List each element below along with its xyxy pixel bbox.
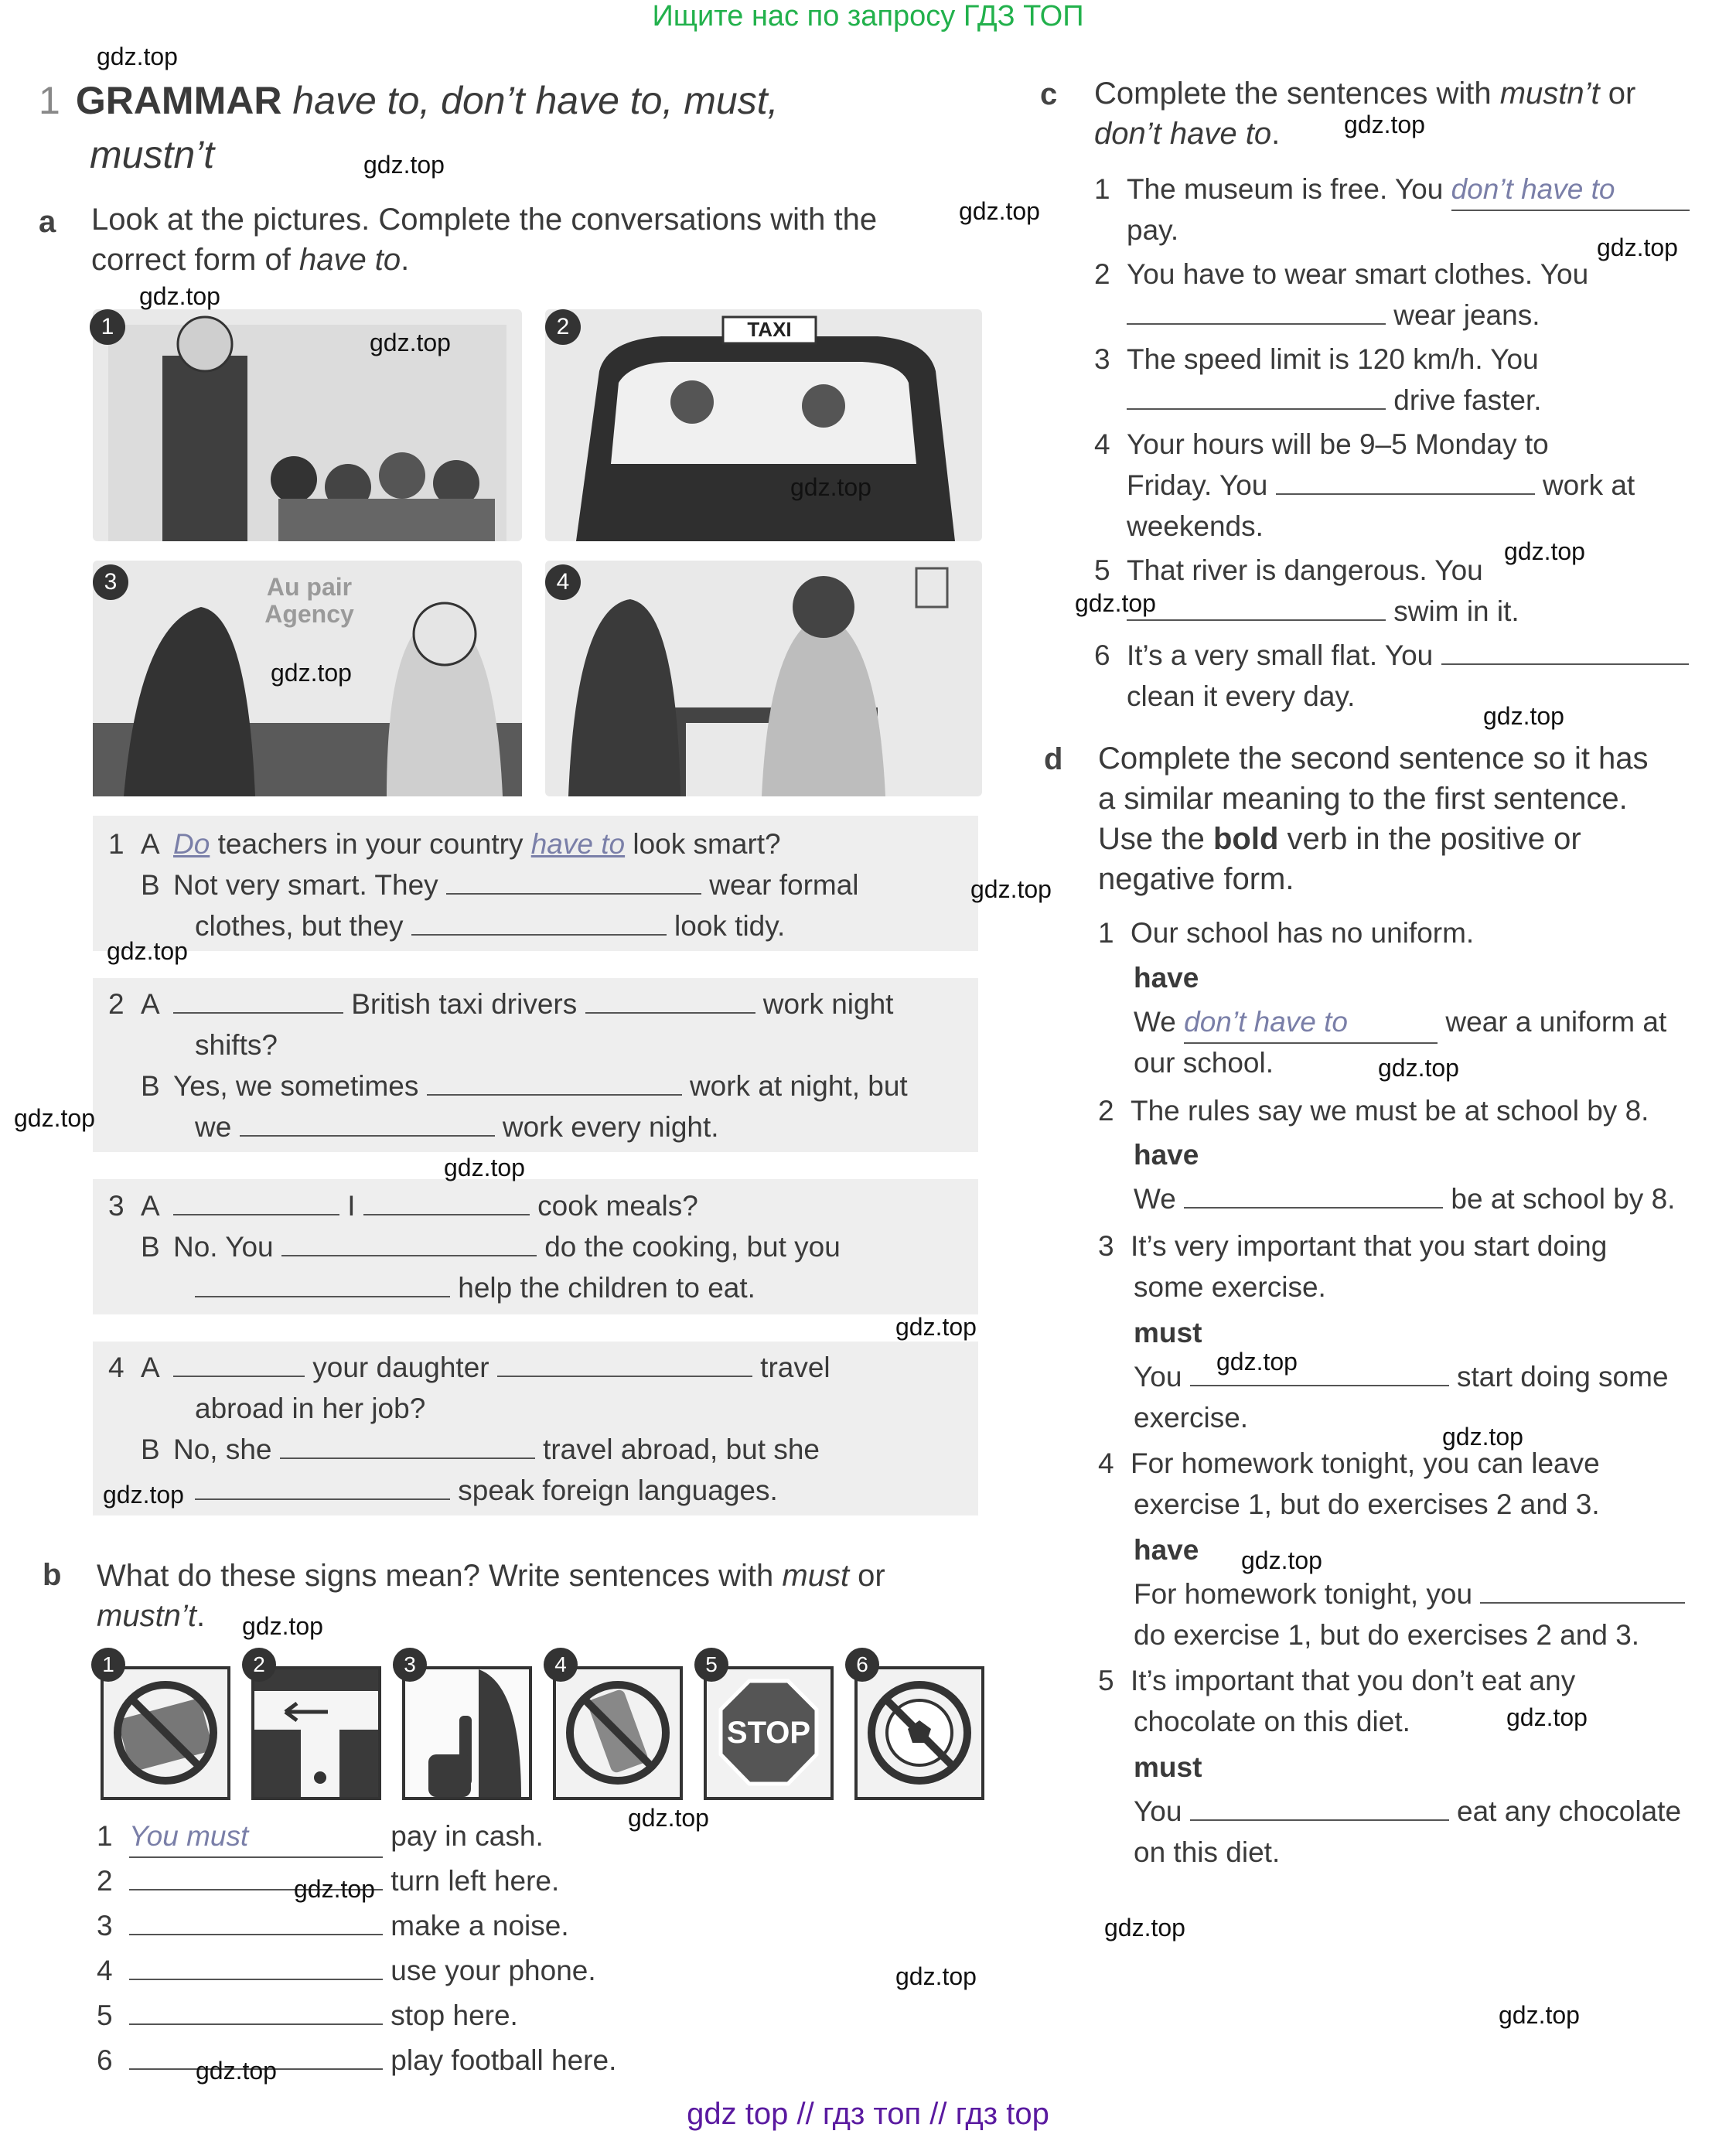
dialogue-4-line-b2: [195, 1470, 778, 1511]
d-item-4-number: 4: [1098, 1447, 1114, 1479]
c-item-5-blank[interactable]: [1127, 593, 1386, 621]
d-item-2-blank[interactable]: [1184, 1181, 1443, 1209]
quiet-please-icon: [405, 1669, 529, 1797]
d-item-5-verb: must: [1134, 1751, 1202, 1783]
b-item-1-answer: You must: [129, 1815, 383, 1858]
watermark: gdz.top: [1216, 1348, 1298, 1376]
dialogue-3-number: 3: [108, 1190, 124, 1222]
c-item-4-text-3: work at: [1542, 469, 1635, 501]
watermark: gdz.top: [196, 2057, 277, 2085]
watermark: gdz.top: [790, 473, 871, 501]
watermark: gdz.top: [14, 1104, 95, 1132]
dialogue-2-number: 2: [108, 988, 124, 1020]
watermark: gdz.top: [103, 1481, 184, 1509]
b-instr-must: must: [782, 1559, 850, 1593]
dialogue-2-text-7: work every night.: [502, 1111, 719, 1143]
c-item-5-text-1: That river is dangerous. You: [1127, 554, 1483, 586]
b-item-6: [97, 2040, 616, 2081]
dialogue-3-blank-2[interactable]: [363, 1188, 530, 1215]
d-item-5-text-1: You: [1134, 1795, 1182, 1827]
sign-2-turn-left: [251, 1652, 381, 1800]
dialogue-3-line-b: [141, 1226, 841, 1267]
c-item-2-text-2: wear jeans.: [1393, 299, 1540, 331]
c-item-2-blank[interactable]: [1127, 297, 1386, 325]
d-item-4-blank[interactable]: [1480, 1576, 1685, 1604]
d-item-5-blank[interactable]: [1190, 1793, 1449, 1821]
d-item-3-answer-line: [1134, 1356, 1669, 1397]
dialogue-3-line-b2: [195, 1267, 755, 1308]
d-item-3-text-3: exercise.: [1134, 1402, 1249, 1434]
exercise-d-instruction: [1098, 738, 1732, 899]
sign-5-badge: 5: [694, 1648, 728, 1682]
d-item-2-verb: have: [1134, 1139, 1199, 1171]
sign-4-no-phone: [553, 1652, 683, 1800]
watermark: gdz.top: [1104, 1914, 1185, 1942]
c-item-6: [1094, 635, 1689, 676]
dialogue-1-blank-2[interactable]: [411, 908, 667, 936]
sign-1-no-credit-card: [101, 1652, 230, 1800]
picture-2-taxi: [545, 309, 982, 541]
d-item-3-sentence-1: It’s very important that you start doing: [1131, 1230, 1608, 1262]
c-instr-dont-have-to: don’t have to: [1094, 117, 1272, 151]
d-item-4-verb: have: [1134, 1534, 1199, 1566]
picture-1-badge: 1: [90, 309, 125, 345]
c-item-6-number: 6: [1094, 639, 1110, 671]
dialogue-1-text-6: look tidy.: [674, 910, 786, 942]
c-item-4-text-1: Your hours will be 9–5 Monday to: [1127, 428, 1549, 460]
sign-3-quiet: [402, 1652, 532, 1800]
d-item-5-sentence-1: It’s important that you don’t eat any: [1131, 1665, 1576, 1696]
dialogue-4-speaker-b: B: [141, 1434, 160, 1465]
watermark: gdz.top: [363, 151, 445, 179]
watermark: gdz.top: [107, 937, 188, 965]
watermark: gdz.top: [1506, 1703, 1588, 1731]
d-item-3: [1098, 1226, 1607, 1267]
c-item-2-cont: [1127, 295, 1540, 336]
exercise-a-instruction: [91, 199, 988, 280]
d-item-1-answer: don’t have to: [1184, 1001, 1438, 1044]
watermark: gdz.top: [1075, 589, 1156, 617]
d-item-2-answer-line: [1134, 1178, 1675, 1219]
cafe-illustration: [545, 561, 982, 796]
b-item-2-text: turn left here.: [391, 1865, 560, 1897]
exercise-b-label: b: [43, 1558, 62, 1592]
c-instr-pre: Complete the sentences with: [1094, 77, 1500, 111]
d-item-1: [1098, 912, 1474, 953]
watermark: gdz.top: [1499, 2001, 1580, 2029]
dialogue-1-example-do: Do: [173, 828, 210, 860]
turn-left-icon: [254, 1669, 378, 1797]
sign-5-stop: [704, 1652, 834, 1800]
dialogue-1-text-2: look smart?: [625, 828, 781, 860]
c-item-4-cont: [1127, 465, 1635, 506]
d-item-4-text-1: For homework tonight, you: [1134, 1578, 1473, 1610]
d-item-1-cont: [1134, 1042, 1274, 1083]
c-item-1-cont: [1127, 210, 1178, 251]
c-item-1-number: 1: [1094, 173, 1110, 205]
c-item-3-cont: [1127, 380, 1542, 421]
dialogue-2-speaker-a: A: [141, 988, 160, 1020]
watermark: gdz.top: [1442, 1423, 1523, 1451]
d-instr-line3-post: verb in the positive or: [1278, 822, 1581, 856]
dialogue-3-line-a: [108, 1185, 698, 1226]
dialogue-2-text-1: British taxi drivers: [351, 988, 578, 1020]
c-item-3-text-2: drive faster.: [1393, 384, 1542, 416]
d-item-3-verb: must: [1134, 1317, 1202, 1348]
top-banner: Ищите нас по запросу ГДЗ ТОП: [652, 0, 1084, 32]
d-instr-line2: a similar meaning to the first sentence.: [1098, 782, 1628, 816]
d-instr-bold: bold: [1212, 822, 1279, 856]
dialogue-4-blank-2[interactable]: [497, 1349, 752, 1377]
a-instr-line2-italic: have to: [298, 243, 401, 277]
agency-sign-line1: Au pair: [266, 573, 353, 601]
c-item-2-text-1: You have to wear smart clothes. You: [1127, 258, 1589, 290]
a-instr-line2-pre: correct form of: [91, 243, 299, 277]
c-item-2: [1094, 254, 1588, 295]
dialogue-2-line-b: [141, 1065, 908, 1106]
c-item-4-blank[interactable]: [1276, 467, 1535, 495]
d-item-3-cont2: [1134, 1397, 1248, 1438]
picture-1-teacher: [93, 309, 522, 541]
c-item-6-text-1: It’s a very small flat. You: [1127, 639, 1434, 671]
watermark: gdz.top: [370, 329, 451, 356]
watermark: gdz.top: [1504, 537, 1585, 565]
dialogue-2-blank-1[interactable]: [173, 986, 343, 1014]
d-item-2: [1098, 1090, 1649, 1131]
d-item-4-cont2: [1134, 1614, 1639, 1655]
c-item-1-answer: don’t have to: [1451, 169, 1690, 211]
c-item-4-cont2: [1127, 506, 1264, 547]
watermark: gdz.top: [895, 1962, 977, 1990]
b-item-5-number: 5: [97, 2000, 113, 2031]
c-item-5: [1094, 550, 1483, 591]
dialogue-1-text-4: wear formal: [709, 869, 859, 901]
watermark: gdz.top: [139, 282, 220, 310]
c-instr-period: .: [1271, 117, 1281, 151]
watermark: gdz.top: [1378, 1054, 1459, 1082]
d-instr-line4: negative form.: [1098, 862, 1294, 896]
dialogue-3-text-4: do the cooking, but you: [544, 1231, 841, 1263]
b-item-4: [97, 1950, 596, 1991]
dialogue-2-text-4: Yes, we sometimes: [173, 1070, 419, 1102]
watermark: gdz.top: [294, 1875, 375, 1903]
dialogue-2-text-2: work night: [762, 988, 894, 1020]
c-item-4-text-2: Friday. You: [1127, 469, 1268, 501]
dialogue-4-line-a: [108, 1347, 830, 1388]
c-item-6-text-2: clean it every day.: [1127, 680, 1356, 712]
c-item-3-number: 3: [1094, 343, 1110, 375]
watermark: gdz.top: [1483, 702, 1564, 730]
b-item-5: [97, 1995, 518, 2036]
d-item-1-text-2: wear a uniform at: [1445, 1006, 1667, 1038]
c-item-3: [1094, 339, 1539, 380]
d-item-1-sentence: Our school has no uniform.: [1131, 917, 1475, 949]
dialogue-1-line-b2: [195, 905, 785, 946]
dialogue-4-text-4: No, she: [173, 1434, 272, 1465]
b-item-4-number: 4: [97, 1955, 113, 1986]
c-item-5-number: 5: [1094, 554, 1110, 586]
section-topic-line2: mustn’t: [90, 133, 215, 176]
dialogue-4-line-b: [141, 1429, 820, 1470]
exercise-d-label: d: [1044, 742, 1063, 776]
dialogue-1-line-a: [108, 823, 781, 864]
dialogue-1-speaker-a: A: [141, 828, 160, 860]
c-item-5-cont: [1127, 591, 1519, 632]
dialogue-4-text-5: travel abroad, but she: [543, 1434, 820, 1465]
d-item-2-text-1: We: [1134, 1183, 1176, 1215]
picture-4-cafe: [545, 561, 982, 796]
c-item-1-text-2: pay.: [1127, 214, 1179, 246]
no-credit-card-icon: [104, 1669, 227, 1797]
watermark: gdz.top: [97, 43, 178, 70]
dialogue-4-blank-3[interactable]: [280, 1431, 535, 1459]
dialogue-4-text-6: speak foreign languages.: [458, 1474, 778, 1506]
d-item-3-sentence-2: some exercise.: [1134, 1271, 1326, 1303]
d-item-1-verb: have: [1134, 962, 1199, 994]
a-instr-line2-post: .: [401, 243, 410, 277]
b-item-2-number: 2: [97, 1865, 113, 1897]
d-item-3-number: 3: [1098, 1230, 1114, 1262]
no-phone-icon: [556, 1669, 680, 1797]
d-item-5: [1098, 1660, 1575, 1701]
d-item-4-text-2: do exercise 1, but do exercises 2 and 3.: [1134, 1619, 1640, 1651]
dialogue-3-text-5: help the children to eat.: [458, 1272, 755, 1304]
dialogue-2-line-a: [108, 984, 893, 1024]
dialogue-1-example-have-to: have to: [530, 828, 626, 860]
dialogue-2-blank-2[interactable]: [585, 986, 755, 1014]
dialogue-3-speaker-a: A: [141, 1190, 160, 1222]
c-item-1: [1094, 169, 1690, 211]
dialogue-4-number: 4: [108, 1352, 124, 1383]
watermark: gdz.top: [444, 1154, 525, 1181]
d-item-3-cont: [1134, 1267, 1326, 1307]
dialogue-4-text-3: abroad in her job?: [195, 1393, 426, 1424]
dialogue-3-text-1: I: [347, 1190, 356, 1222]
d-instr-line1: Complete the second sentence so it has: [1098, 742, 1649, 776]
b-item-3-number: 3: [97, 1910, 113, 1942]
watermark: gdz.top: [895, 1313, 977, 1341]
c-instr-or: or: [1599, 77, 1636, 111]
b-item-3: [97, 1905, 569, 1946]
c-item-6-blank[interactable]: [1441, 637, 1689, 665]
dialogue-4-text-2: travel: [760, 1352, 830, 1383]
b-instr-mustnt: mustn’t: [97, 1599, 196, 1633]
c-item-4: [1094, 424, 1549, 465]
section-topic-line1: have to, don’t have to, must,: [292, 79, 779, 122]
c-item-3-blank[interactable]: [1127, 382, 1386, 410]
sign-1-badge: 1: [91, 1648, 125, 1682]
b-item-5-blank[interactable]: [129, 1997, 383, 2025]
dialogue-3-text-3: No. You: [173, 1231, 274, 1263]
bottom-banner: gdz top // гдз топ // гдз top: [687, 2097, 1049, 2131]
c-item-3-text-1: The speed limit is 120 km/h. You: [1127, 343, 1539, 375]
c-instr-mustnt: mustn’t: [1499, 77, 1600, 111]
d-item-1-answer-line: [1134, 1001, 1666, 1044]
d-item-4-sentence-2: exercise 1, but do exercises 2 and 3.: [1134, 1488, 1600, 1520]
agency-sign-line2: Agency: [264, 600, 354, 628]
watermark: gdz.top: [1344, 111, 1425, 138]
sign-6-no-football: [854, 1652, 984, 1800]
stop-sign-text: STOP: [726, 1716, 811, 1750]
dialogue-3-text-2: cook meals?: [537, 1190, 698, 1222]
dialogue-2-text-5: work at night, but: [689, 1070, 908, 1102]
d-item-2-text-2: be at school by 8.: [1451, 1183, 1676, 1215]
teacher-illustration: [93, 309, 522, 541]
section-number: 1: [39, 79, 60, 122]
dialogue-2-text-6: we: [195, 1111, 232, 1143]
b-item-3-text: make a noise.: [391, 1910, 569, 1942]
watermark: gdz.top: [271, 659, 352, 687]
b-item-4-text: use your phone.: [391, 1955, 596, 1986]
d-instr-line3-pre: Use the: [1098, 822, 1213, 856]
d-item-1-text-1: We: [1134, 1006, 1176, 1038]
picture-2-badge: 2: [545, 309, 581, 345]
watermark: gdz.top: [970, 875, 1052, 903]
b-instr-or: or: [849, 1559, 885, 1593]
c-item-5-text-2: swim in it.: [1393, 595, 1519, 627]
stop-sign-icon: [707, 1669, 830, 1797]
b-item-4-blank[interactable]: [129, 1952, 383, 1980]
d-item-1-text-3: our school.: [1134, 1047, 1274, 1079]
dialogue-1-line-b: [141, 864, 859, 905]
d-item-5-answer-line: [1134, 1791, 1681, 1832]
sign-4-badge: 4: [544, 1648, 578, 1682]
b-item-6-number: 6: [97, 2044, 113, 2076]
d-item-5-number: 5: [1098, 1665, 1114, 1696]
d-item-2-number: 2: [1098, 1095, 1114, 1127]
d-item-5-sentence-2: chocolate on this diet.: [1134, 1706, 1410, 1737]
d-item-4-cont: [1134, 1484, 1600, 1525]
section-heading: [39, 73, 1005, 182]
sign-3-badge: 3: [393, 1648, 427, 1682]
b-instr-pre: What do these signs mean? Write sentences with: [97, 1559, 783, 1593]
c-item-4-number: 4: [1094, 428, 1110, 460]
d-item-1-number: 1: [1098, 917, 1114, 949]
d-item-4-sentence-1: For homework tonight, you can leave: [1131, 1447, 1600, 1479]
dialogue-3-blank-4[interactable]: [195, 1270, 450, 1297]
exercise-b-instruction: [97, 1556, 978, 1636]
b-item-3-blank[interactable]: [129, 1907, 383, 1935]
c-item-2-number: 2: [1094, 258, 1110, 290]
dialogue-2-blank-4[interactable]: [240, 1109, 495, 1137]
picture-4-badge: 4: [545, 564, 581, 600]
sign-6-badge: 6: [845, 1648, 879, 1682]
dialogue-4-text-1: your daughter: [312, 1352, 489, 1383]
d-item-3-text-1: You: [1134, 1361, 1182, 1393]
d-item-5-text-3: on this diet.: [1134, 1836, 1281, 1868]
taxi-illustration: [545, 309, 982, 541]
b-item-5-text: stop here.: [391, 2000, 518, 2031]
dialogue-3-blank-3[interactable]: [281, 1229, 537, 1256]
no-football-icon: [858, 1669, 981, 1797]
dialogue-2-text-3: shifts?: [195, 1029, 278, 1061]
d-item-4: [1098, 1443, 1600, 1484]
sign-2-badge: 2: [242, 1648, 276, 1682]
dialogue-4-blank-4[interactable]: [195, 1472, 450, 1500]
c-item-4-text-4: weekends.: [1127, 510, 1264, 542]
dialogue-3-blank-1[interactable]: [173, 1188, 339, 1215]
dialogue-1-speaker-b: B: [141, 869, 160, 901]
b-item-1-text: pay in cash.: [391, 1820, 544, 1852]
d-item-5-text-2: eat any chocolate: [1457, 1795, 1682, 1827]
dialogue-1-number: 1: [108, 828, 124, 860]
exercise-a-label: a: [39, 205, 56, 239]
watermark: gdz.top: [1597, 234, 1678, 261]
taxi-sign-text: TAXI: [747, 318, 792, 341]
watermark: gdz.top: [242, 1612, 323, 1640]
dialogue-3-speaker-b: B: [141, 1231, 160, 1263]
b-item-1: [97, 1815, 544, 1858]
dialogue-1-blank-1[interactable]: [446, 867, 701, 895]
b-item-1-number: 1: [97, 1820, 113, 1852]
dialogue-2-speaker-b: B: [141, 1070, 160, 1102]
d-item-5-cont2: [1134, 1832, 1280, 1873]
b-instr-period: .: [196, 1599, 206, 1633]
dialogue-4-line-a2: [195, 1388, 425, 1429]
dialogue-4-speaker-a: A: [141, 1352, 160, 1383]
d-item-3-text-2: start doing some: [1457, 1361, 1669, 1393]
watermark: gdz.top: [628, 1804, 709, 1832]
c-item-6-cont: [1127, 676, 1355, 717]
exercise-c-label: c: [1040, 77, 1058, 111]
a-instr-line1: Look at the pictures. Complete the conversations with the: [91, 203, 878, 237]
d-item-4-answer-line: [1134, 1573, 1685, 1614]
dialogue-2-line-a2: [195, 1024, 278, 1065]
dialogue-1-text-3: Not very smart. They: [173, 869, 438, 901]
section-word: GRAMMAR: [75, 79, 282, 122]
dialogue-1-text-1: teachers in your country: [210, 828, 531, 860]
watermark: gdz.top: [959, 197, 1040, 225]
d-item-5-cont: [1134, 1701, 1410, 1742]
dialogue-2-line-b2: [195, 1106, 719, 1147]
watermark: gdz.top: [1241, 1546, 1322, 1574]
dialogue-4-blank-1[interactable]: [173, 1349, 305, 1377]
dialogue-1-text-5: clothes, but they: [195, 910, 404, 942]
b-item-6-text: play football here.: [391, 2044, 617, 2076]
picture-3-badge: 3: [93, 564, 128, 600]
d-item-2-sentence: The rules say we must be at school by 8.: [1131, 1095, 1649, 1127]
c-item-1-text-1: The museum is free. You: [1127, 173, 1444, 205]
dialogue-2-blank-3[interactable]: [427, 1068, 682, 1096]
